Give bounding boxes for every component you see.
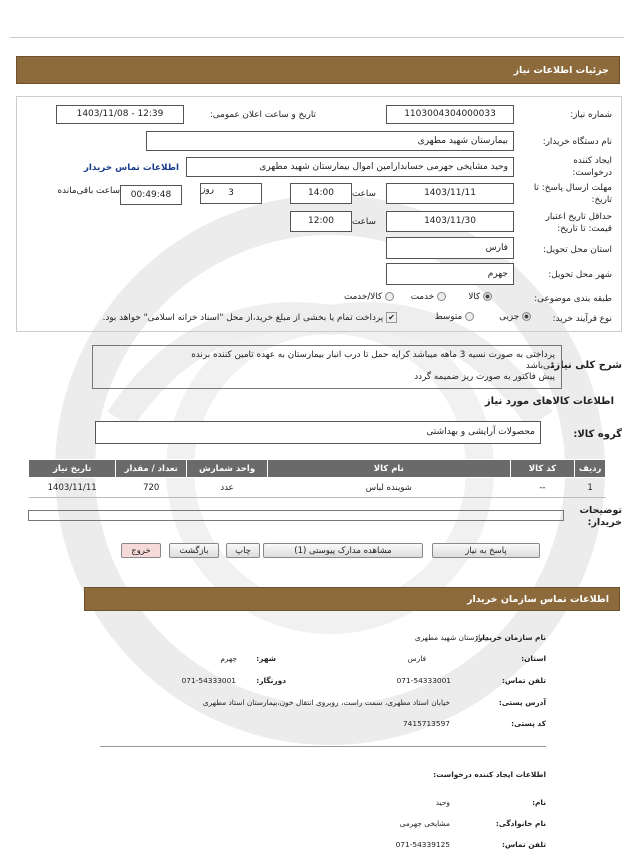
cell-date: 1403/11/11 bbox=[29, 478, 116, 498]
category-option-both[interactable]: کالا/خدمت bbox=[344, 292, 394, 302]
col-row: ردیف bbox=[575, 460, 606, 478]
cell-row: 1 bbox=[575, 478, 606, 498]
creator-name: وحید bbox=[435, 798, 450, 807]
description-line-1: پرداختی به صورت نسیه 3 ماهه میباشد کرایه حمل تا درب انبار بیمارستان به عهده تامین کننده برنده bbox=[191, 350, 555, 360]
col-qty: تعداد / مقدار bbox=[116, 460, 187, 478]
items-table bbox=[28, 459, 606, 498]
creator-phone-label: تلفن تماس: bbox=[502, 840, 546, 849]
creator-family-label: نام خانوادگی: bbox=[495, 819, 546, 828]
buyer-notes-label: توضیحات خریدار: bbox=[579, 505, 622, 528]
creator-field: وحید مشایخی جهرمی حسابدارامین اموال بیمارستان شهید مطهری bbox=[186, 157, 514, 177]
contact-org-label: نام سازمان خریدار: bbox=[475, 633, 546, 642]
contact-city-label: شهر: bbox=[256, 654, 276, 663]
treasury-payment-note: پرداخت تمام یا بخشی از مبلغ خرید،از محل "اسناد خزانه اسلامی" خواهد بود. bbox=[102, 313, 384, 323]
contact-header bbox=[84, 587, 620, 611]
remaining-label: ساعت باقی‌مانده bbox=[57, 186, 120, 196]
goods-section-title: اطلاعات کالاهای مورد نیاز bbox=[484, 396, 614, 407]
days-label: روز bbox=[201, 185, 214, 195]
deadline-time-field: 14:00 bbox=[290, 183, 352, 204]
reply-button[interactable]: پاسخ به نیاز bbox=[432, 543, 540, 558]
process-option-minor[interactable]: جزیی bbox=[499, 312, 531, 322]
contact-phone: 071-54333001 bbox=[396, 676, 451, 685]
cell-name: شوینده لباس bbox=[268, 478, 511, 498]
cell-code: -- bbox=[510, 478, 575, 498]
radio-icon bbox=[465, 312, 474, 321]
radio-icon bbox=[385, 292, 394, 301]
contact-postal: 7415713597 bbox=[402, 719, 450, 728]
category-option-service[interactable]: خدمت bbox=[411, 292, 446, 302]
radio-selected-icon bbox=[483, 292, 492, 301]
creator-name-label: نام: bbox=[532, 798, 546, 807]
contact-province: فارس bbox=[407, 654, 426, 663]
print-button[interactable]: چاپ bbox=[226, 543, 260, 558]
city-label: شهر محل تحویل: bbox=[548, 270, 612, 280]
category-option-goods[interactable]: کالا bbox=[468, 292, 492, 302]
city-field: جهرم bbox=[386, 263, 514, 285]
contact-fax: 071-54333001 bbox=[181, 676, 236, 685]
contact-title: اطلاعات تماس سازمان خریدار bbox=[466, 594, 609, 605]
announce-label: تاریخ و ساعت اعلان عمومی: bbox=[209, 110, 316, 120]
items-table-header bbox=[29, 460, 606, 478]
process-option-medium[interactable]: متوسط bbox=[435, 312, 474, 322]
buyer-org-field: بیمارستان شهید مطهری bbox=[146, 131, 514, 151]
description-line-3: پیش فاکتور به صورت ریز ضمیمه گردد bbox=[414, 372, 555, 382]
col-date: تاریخ نیاز bbox=[29, 460, 116, 478]
contact-city: جهرم bbox=[220, 654, 237, 663]
province-label: استان محل تحویل: bbox=[542, 245, 612, 255]
goods-group-field: محصولات آرایشی و بهداشتی bbox=[95, 421, 541, 444]
col-name: نام کالا bbox=[268, 460, 511, 478]
table-row bbox=[29, 478, 606, 498]
cell-qty: 720 bbox=[116, 478, 187, 498]
back-button[interactable]: بازگشت bbox=[169, 543, 219, 558]
validity-time-field: 12:00 bbox=[290, 211, 352, 232]
deadline-date-field: 1403/11/11 bbox=[386, 183, 514, 204]
need-number-field: 1103004304000033 bbox=[386, 105, 514, 124]
items-table-wrap bbox=[28, 459, 606, 498]
contact-address: خیابان استاد مطهری، سمت راست، روبروی انتقال خون،بیمارستان استاد مطهری bbox=[202, 698, 450, 707]
days-field: 3 bbox=[200, 183, 262, 204]
cell-unit: عدد bbox=[187, 478, 268, 498]
col-unit: واحد شمارش bbox=[187, 460, 268, 478]
description-box bbox=[92, 345, 562, 389]
radio-icon bbox=[437, 292, 446, 301]
checkbox-checked-icon: ✔ bbox=[386, 312, 397, 323]
radio-selected-icon bbox=[522, 312, 531, 321]
col-code: کد کالا bbox=[510, 460, 575, 478]
contact-divider bbox=[100, 746, 546, 747]
contact-org: بیمارستان شهید مطهری bbox=[414, 633, 489, 642]
creator-family: مشایخی جهرمی bbox=[399, 819, 450, 828]
buyer-notes-box bbox=[28, 510, 564, 521]
deadline-label: مهلت ارسال پاسخ: تا تاریخ: bbox=[533, 183, 612, 205]
buyer-org-label: نام دستگاه خریدار: bbox=[542, 137, 612, 147]
contact-phone-label: تلفن تماس: bbox=[502, 676, 546, 685]
contact-province-label: استان: bbox=[521, 654, 546, 663]
contact-buyer-link[interactable]: اطلاعات تماس خریدار bbox=[83, 163, 179, 173]
goods-group-label: گروه کالا: bbox=[573, 429, 622, 440]
creator-phone: 071-54339125 bbox=[395, 840, 450, 849]
province-field: فارس bbox=[386, 237, 514, 259]
treasury-payment-checkbox[interactable] bbox=[103, 312, 397, 323]
need-number-label: شماره نیاز: bbox=[570, 110, 612, 120]
creator-label: ایجاد کننده درخواست: bbox=[572, 156, 612, 178]
category-label: طبقه بندی موضوعی: bbox=[534, 294, 612, 304]
page-title: جزئیات اطلاعات نیاز bbox=[513, 65, 609, 76]
creator-info-title: اطلاعات ایجاد کننده درخواست: bbox=[433, 770, 546, 779]
top-divider bbox=[10, 37, 624, 38]
validity-label: حداقل تاریخ اعتبار قیمت: تا تاریخ: bbox=[545, 212, 612, 234]
exit-button[interactable]: خروج bbox=[121, 543, 161, 558]
attachments-button[interactable]: مشاهده مدارک پیوستی (1) bbox=[263, 543, 423, 558]
validity-time-label: ساعت bbox=[352, 217, 376, 227]
page-header bbox=[16, 56, 620, 84]
contact-address-label: آدرس پستی: bbox=[498, 698, 546, 707]
description-label: شرح کلی نیاز: bbox=[550, 360, 622, 371]
deadline-time-label: ساعت bbox=[352, 189, 376, 199]
description-line-2: می‌باشد bbox=[525, 361, 555, 371]
remaining-time-field: 00:49:48 bbox=[120, 185, 182, 205]
contact-postal-label: کد پستی: bbox=[511, 719, 546, 728]
announce-field: 1403/11/08 - 12:39 bbox=[56, 105, 184, 124]
contact-fax-label: دورنگار: bbox=[256, 676, 286, 685]
validity-date-field: 1403/11/30 bbox=[386, 211, 514, 232]
process-label: نوع فرآیند خرید: bbox=[552, 314, 612, 324]
